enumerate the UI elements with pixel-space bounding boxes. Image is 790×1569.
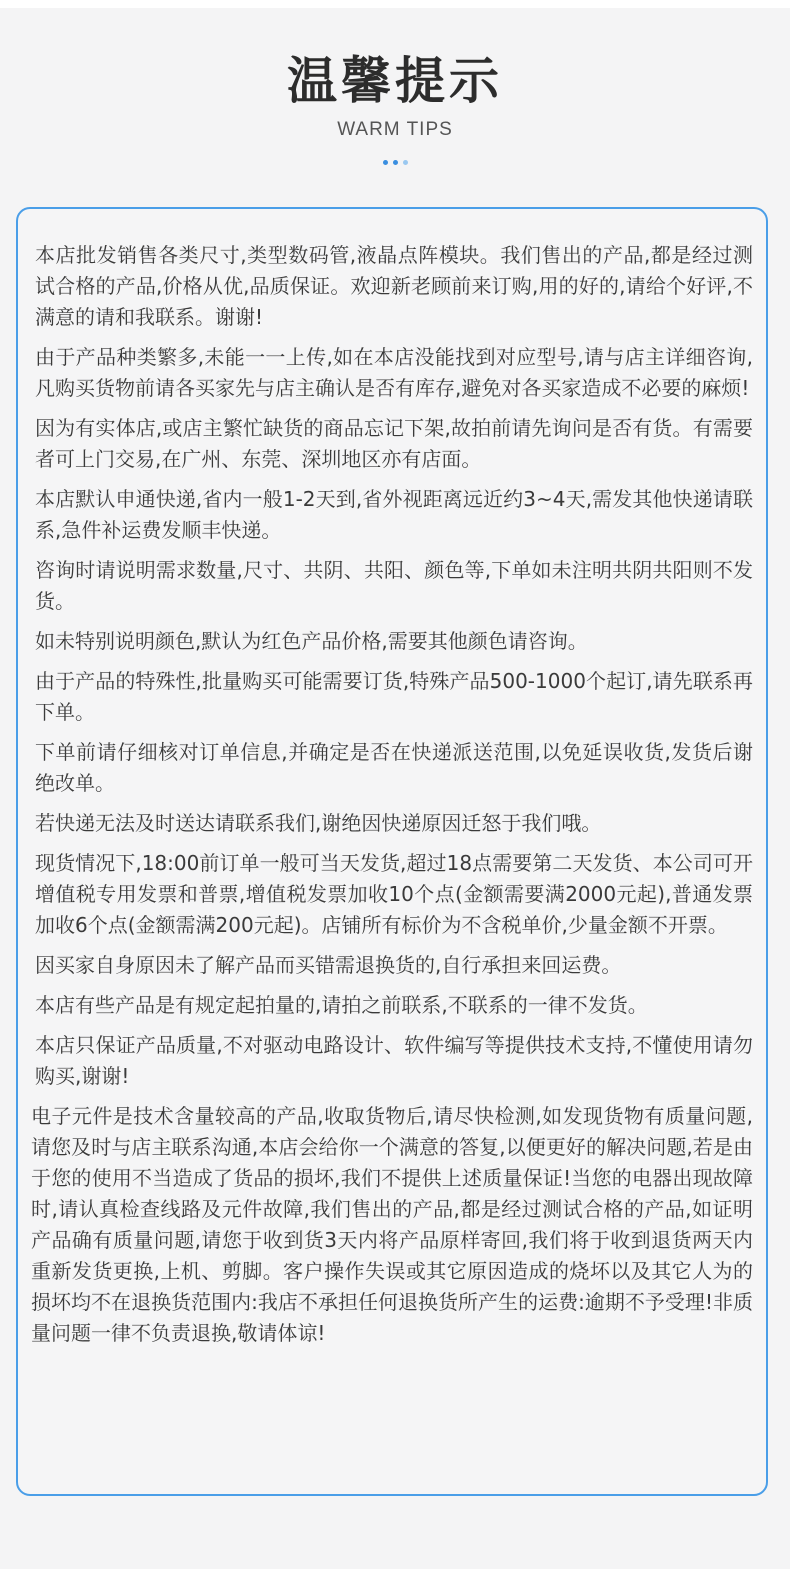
tip-paragraph: 下单前请仔细核对订单信息,并确定是否在快递派送范围,以免延误收货,发货后谢绝改单。 [35, 740, 753, 795]
page-title: 温馨提示 [287, 51, 503, 110]
tip-paragraph: 因买家自身原因未了解产品而买错需退换货的,自行承担来回运费。 [35, 953, 622, 977]
tip-paragraph: 本店默认申通快递,省内一般1-2天到,省外视距离远近约3~4天,需发其他快递请联系,急件补运费发顺丰快递。 [35, 487, 753, 542]
tip-paragraph: 由于产品种类繁多,未能一一上传,如在本店没能找到对应型号,请与店主详细咨询,凡购买货物前请各买家先与店主确认是否有库存,避免对各买家造成不必要的麻烦! [35, 345, 753, 400]
top-strip [0, 0, 790, 8]
tip-paragraph: 若快递无法及时送达请联系我们,谢绝因快递原因迁怒于我们哦。 [35, 811, 602, 835]
page-subtitle: WARM TIPS [337, 119, 453, 140]
header [0, 48, 790, 168]
tip-paragraph: 现货情况下,18:00前订单一般可当天发货,超过18点需要第二天发货、本公司可开增值税专用发票和普票,增值税发票加收10个点(金额需要满2000元起),普通发票加收6个点(金额需满200元起)。店铺所有标价为不含税单价,少量金额不开票。 [35, 851, 753, 937]
dot-icon [393, 160, 398, 165]
tip-paragraph: 本店有些产品是有规定起拍量的,请拍之前联系,不联系的一律不发货。 [35, 993, 648, 1017]
tip-paragraph: 因为有实体店,或店主繁忙缺货的商品忘记下架,故拍前请先询问是否有货。有需要者可上门交易,在广州、东莞、深圳地区亦有店面。 [35, 416, 753, 471]
dot-icon [383, 160, 388, 165]
dot-icon [403, 160, 408, 165]
pagination-dots [0, 160, 790, 168]
tip-paragraph: 由于产品的特殊性,批量购买可能需要订货,特殊产品500-1000个起订,请先联系再下单。 [35, 669, 753, 724]
tips-list [31, 240, 753, 1358]
tip-paragraph: 如未特别说明颜色,默认为红色产品价格,需要其他颜色请咨询。 [35, 629, 588, 653]
tip-paragraph: 本店只保证产品质量,不对驱动电路设计、软件编写等提供技术支持,不懂使用请勿购买,谢谢! [35, 1033, 753, 1088]
tip-paragraph: 电子元件是技术含量较高的产品,收取货物后,请尽快检测,如发现货物有质量问题,请您及时与店主联系沟通,本店会给你一个满意的答复,以便更好的解决问题,若是由于您的使用不当造成了货品的损坏,我们不提供上述质量保证!当您的电器出现故障时,请认真检查线路及元件故障,我们售出的产品,都是经过测试合格的产品,如证明产品确有质量问题,请您于收到货3天内将产品原样寄回,我们将于收到退货两天内重新发货更换,上机、剪脚。客户操作失误或其它原因造成的烧坏以及其它人为的损坏均不在退换货范围内:我店不承担任何退换货所产生的运费:逾期不予受理!非质量问题一律不负责退换,敬请体谅! [31, 1104, 753, 1345]
tip-paragraph: 咨询时请说明需求数量,尺寸、共阴、共阳、颜色等,下单如未注明共阴共阳则不发货。 [35, 558, 753, 613]
tip-paragraph: 本店批发销售各类尺寸,类型数码管,液晶点阵模块。我们售出的产品,都是经过测试合格的产品,价格从优,品质保证。欢迎新老顾前来订购,用的好的,请给个好评,不满意的请和我联系。谢谢! [35, 243, 753, 329]
